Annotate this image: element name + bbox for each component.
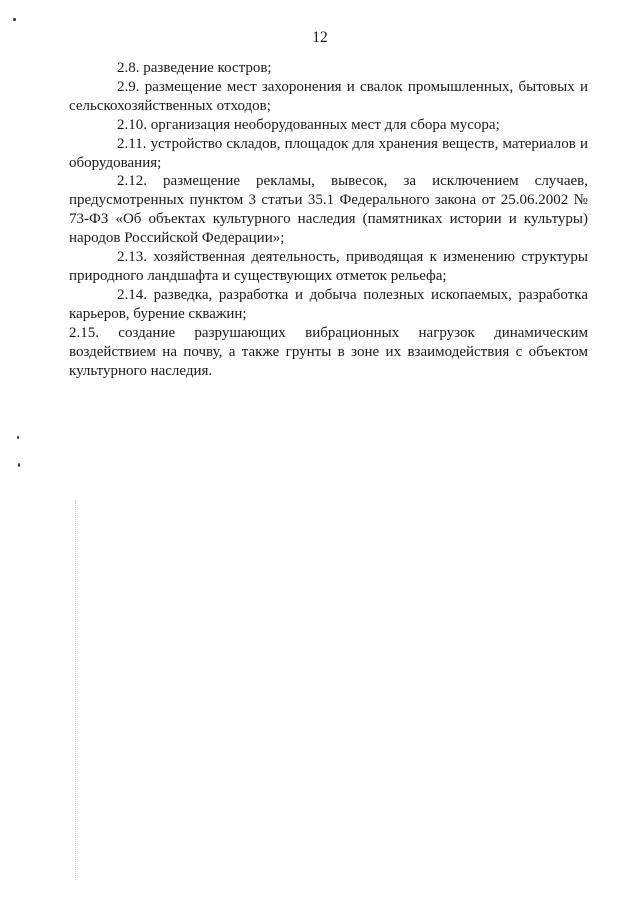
list-item: 2.14. разведка, разработка и добыча полезных ископаемых, разработка карьеров, бурение скважин; [69, 286, 588, 322]
scan-fold-line [75, 500, 76, 880]
document-body [69, 59, 588, 380]
list-item: 2.12. размещение рекламы, вывесок, за исключением случаев, предусмотренных пунктом 3 статьи 35.1 Федерального закона от 25.06.2002 № 73-ФЗ «Об объектах культурного наследия (памятниках истории и культуры) народов Российской Федерации»; [69, 173, 588, 247]
scan-speck [17, 436, 19, 439]
list-item: 2.13. хозяйственная деятельность, приводящая к изменению структуры природного ландшафта и существующих отметок рельефа; [69, 249, 588, 284]
list-item: 2.8. разведение костров; [117, 60, 272, 76]
list-item: 2.11. устройство складов, площадок для хранения веществ, материалов и оборудования; [69, 135, 588, 171]
list-item: 2.9. размещение мест захоронения и свалок промышленных, бытовых и сельскохозяйственных отходов; [69, 78, 588, 114]
list-item: 2.10. организация необорудованных мест для сбора мусора; [117, 116, 500, 133]
page-number: 12 [312, 29, 328, 46]
scan-speck [18, 463, 20, 467]
list-item: 2.15. создание разрушающих вибрационных нагрузок динамическим воздействием на почву, а также грунты в зоне их взаимодействия с объектом культурного наследия. [69, 324, 588, 379]
scan-speck [13, 18, 16, 21]
